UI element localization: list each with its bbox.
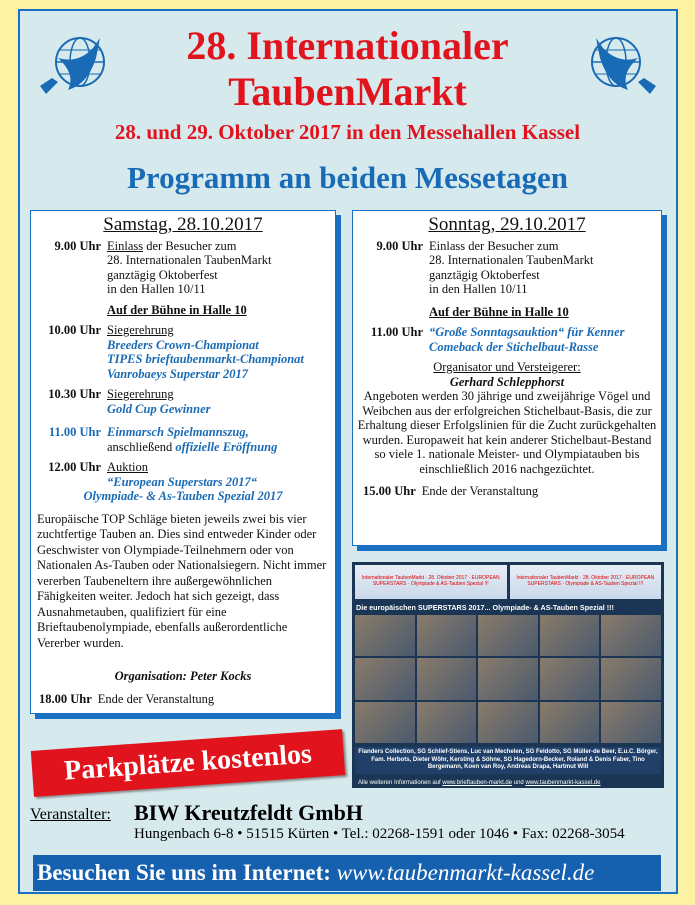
title-line-2: TaubenMarkt xyxy=(228,69,467,114)
description: Europäische TOP Schläge bieten jeweils zwei bis vier zuchtfertige Tauben an. Dies sind entweder Kinder oder Geschwister von Olympiade-Teilnehmern oder von Nationalen As-Tauben oder Nationalsiegern. Nicht immer vererben Taubeneltern ihre außergewöhnlichen Fähigkeiten weiter. Jedoch hat sich gezeigt, dass Ausnahmetauben, qualifiziert für eine Brieftaubenolympiade, ebenfalls außerordentliche Vererber wurden. xyxy=(37,511,327,650)
schedule-item xyxy=(31,239,335,297)
text: ganztägig Oktoberfest xyxy=(107,267,218,282)
stage-heading: Auf der Bühne in Halle 10 xyxy=(107,302,247,317)
organizer-label: Veranstalter: xyxy=(30,806,111,823)
text: in den Hallen 10/11 xyxy=(429,282,528,296)
time: 15.00 Uhr xyxy=(363,484,416,498)
program-heading: Programm an beiden Messetagen xyxy=(126,160,569,195)
organizer-address: Hungenbach 6-8 • 51515 Kürten • Tel.: 02268-1591 oder 1046 • Fax: 02268-3054 xyxy=(134,826,625,842)
time: 9.00 Uhr xyxy=(54,238,101,253)
text: Breeders Crown-Championat xyxy=(107,337,259,352)
time: 10.30 Uhr xyxy=(48,387,101,401)
photo xyxy=(355,658,415,699)
text: 28. Internationalen TaubenMarkt xyxy=(429,253,594,267)
website-text: Besuchen Sie uns im Internet: xyxy=(37,860,337,885)
description: Angeboten werden 30 jährige und zweijährige Vögel und Weibchen aus der erfolgreichen Stichelbaut-Basis, die zur Erhaltung dieser Erfolgslinien für die Zucht zurückgehalten wurden. Europaweit hat kein anderer Stichelbaut-Bestand so viele 1. nationale Meister- und Olympiatauben bis einschließlich 2016 nachgezüchtet. xyxy=(357,389,657,476)
text: Olympiade- & As-Tauben Spezial 2017 xyxy=(83,489,283,503)
photo xyxy=(601,615,661,656)
text: Gold Cup Gewinner xyxy=(107,401,211,416)
schedule-item xyxy=(353,325,661,354)
photo xyxy=(417,658,477,699)
photo xyxy=(540,658,600,699)
time: 11.00 Uhr xyxy=(48,425,101,439)
website-link[interactable]: www.taubenmarkt-kassel.de xyxy=(336,860,595,885)
label: Siegerehrung xyxy=(107,387,174,401)
banner-text: Internationaler TaubenMarkt · 28. Oktober 2017 · EUROPEAN SUPERSTARS · Olympiade & AS-Tauben Spezial !!! xyxy=(355,565,507,599)
text: Vanrobaeys Superstar 2017 xyxy=(107,366,248,381)
sunday-program xyxy=(352,210,662,546)
text: und xyxy=(512,779,526,786)
text: TIPES brieftaubenmarkt-Championat xyxy=(107,352,304,366)
photo xyxy=(355,702,415,743)
text: offizielle Eröffnung xyxy=(175,439,278,454)
text: Comeback der Stichelbaut-Rasse xyxy=(429,339,599,354)
photo xyxy=(478,615,538,656)
banner-text: Internationaler TaubenMarkt · 28. Oktober 2017 · EUROPEAN SUPERSTARS · Olympiade & AS-Tauben Spezial !!! xyxy=(510,565,662,599)
photo xyxy=(417,615,477,656)
organizer-label: Organisator und Versteigerer: xyxy=(433,360,581,374)
title-line-1: 28. Internationaler xyxy=(186,23,509,68)
collage-banner xyxy=(352,562,664,602)
photo xyxy=(355,615,415,656)
stage-heading: Auf der Bühne in Halle 10 xyxy=(429,304,569,319)
organizer-name: Gerhard Schlepphorst xyxy=(449,374,565,389)
info-line xyxy=(352,776,664,790)
text: “Große Sonntagsauktion“ für Kenner xyxy=(429,325,625,339)
label: Auktion xyxy=(107,460,148,474)
label: Siegerehrung xyxy=(107,323,174,337)
photo xyxy=(601,702,661,743)
participant-names: Flanders Collection, SG Schlief-Stiens, Luc van Mechelen, SG Feldotto, SG Müller-de Beer, E.u.C. Börger, Fam. Herbots, Dieter Wöhr, Kersting & Söhne, SG Hagedorn-Becker, Roland & Denis Faber, Tino Bergemann, Koen van Roy, Andreas Drapa, Hartmut Will xyxy=(355,747,661,774)
link-brieftauben-markt[interactable]: www.brieftauben-markt.de xyxy=(442,779,513,786)
schedule-item xyxy=(31,387,335,416)
photo xyxy=(540,615,600,656)
schedule-item xyxy=(31,323,335,381)
time: 12.00 Uhr xyxy=(48,460,101,474)
schedule-item xyxy=(31,692,335,707)
photo xyxy=(417,702,477,743)
text: 28. Internationalen TaubenMarkt xyxy=(107,253,272,267)
label: Einlass xyxy=(107,238,144,253)
photo xyxy=(540,702,600,743)
website-bar xyxy=(33,855,661,891)
text: “European Superstars 2017“ xyxy=(107,474,258,489)
schedule-item xyxy=(31,460,335,489)
time: 10.00 Uhr xyxy=(48,323,101,337)
text: Ende der Veranstaltung xyxy=(421,484,539,498)
link-taubenmarkt-kassel[interactable]: www.taubenmarkt-kassel.de xyxy=(525,779,601,786)
event-dates: 28. und 29. Oktober 2017 in den Messehallen Kassel xyxy=(114,120,581,144)
schedule-item xyxy=(353,484,661,499)
schedule-item xyxy=(353,239,661,297)
photo xyxy=(478,702,538,743)
text: Alle weiteren Informationen auf xyxy=(358,779,443,786)
photo xyxy=(478,658,538,699)
text: anschließend xyxy=(107,439,176,454)
text: Ende der Veranstaltung xyxy=(97,691,215,706)
schedule-item xyxy=(31,425,335,454)
organizer-name: BIW Kreutzfeldt GmbH xyxy=(134,800,363,825)
text: ganztägig Oktoberfest xyxy=(429,267,540,282)
text: Einmarsch Spielmannszug, xyxy=(107,425,249,439)
time: 9.00 Uhr xyxy=(376,238,423,253)
collage-caption: Die europäischen SUPERSTARS 2017... Olympiade- & AS-Tauben Spezial !!! xyxy=(356,603,614,612)
saturday-program xyxy=(30,210,336,714)
day-heading: Samstag, 28.10.2017 xyxy=(103,214,263,235)
time: 11.00 Uhr xyxy=(370,325,423,339)
text: in den Hallen 10/11 xyxy=(107,282,206,296)
superstars-photo-collage xyxy=(352,562,664,788)
organisation: Organisation: Peter Kocks xyxy=(114,669,252,683)
free-parking-banner: Parkplätze kostenlos xyxy=(31,729,345,797)
text: der Besucher zum xyxy=(143,238,237,253)
text: Einlass der Besucher zum xyxy=(429,238,559,253)
time: 18.00 Uhr xyxy=(39,691,92,706)
photo-grid xyxy=(352,613,664,745)
day-heading: Sonntag, 29.10.2017 xyxy=(428,214,586,235)
photo xyxy=(601,658,661,699)
